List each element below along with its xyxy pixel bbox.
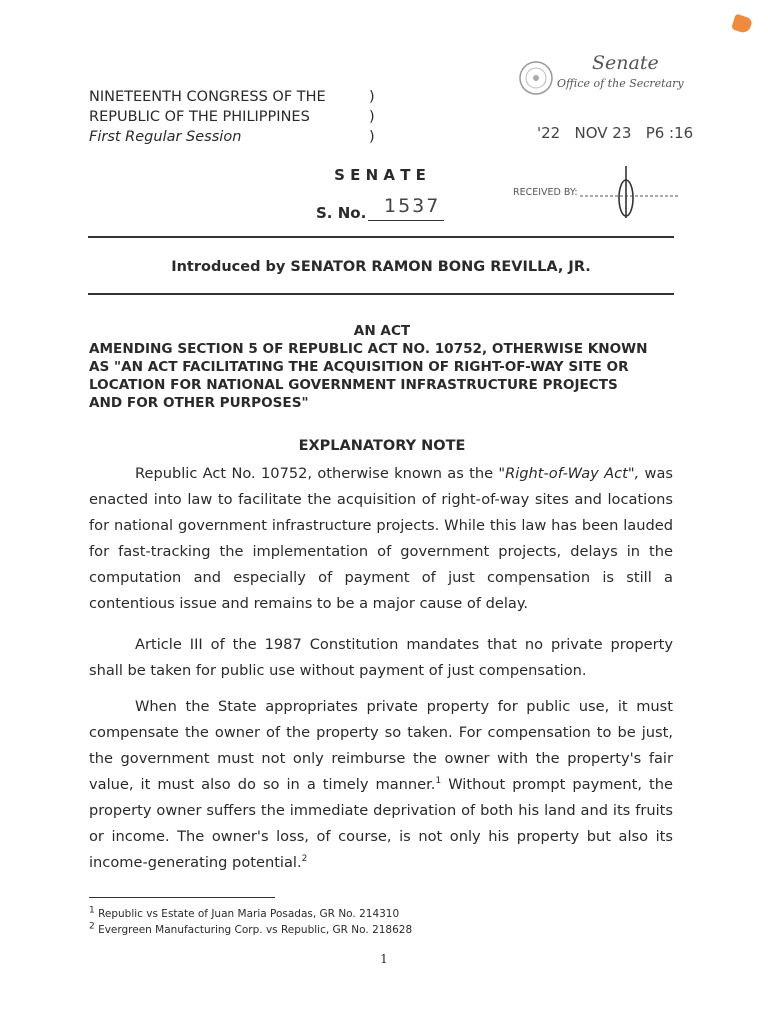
congress-header [89,87,326,147]
top-divider [88,236,674,238]
act-line-5: AND FOR OTHER PURPOSES" [89,395,309,411]
p1-text-a: Republic Act No. 10752, otherwise known as the [135,465,499,482]
footnote-ref-2: 2 [301,854,308,865]
stamp-timestamp: '22 NOV 23 P6 :16 [537,124,694,142]
footnote-divider [89,897,275,898]
introduced-by: Introduced by SENATOR RAMON BONG REVILLA, JR. [171,259,591,275]
header-parens [369,87,375,147]
act-line-3: AS "AN ACT FACILITATING THE ACQUISITION OF RIGHT-OF-WAY SITE OR [89,359,629,375]
orange-tab-marker [731,14,753,35]
session-line: First Regular Session [89,129,242,145]
stamp-office: Office of the Secretary [557,77,684,90]
stamp-senate: Senate [592,52,659,74]
second-divider [88,293,674,295]
footnote-2-number: 2 [89,921,95,932]
paren-1: ) [369,89,375,105]
page-number: 1 [380,952,388,966]
senate-seal-icon [516,58,556,98]
p2-text: Article III of the 1987 Constitution mandates that no private property shall be taken for public use without payment of just compensation. [89,636,673,679]
congress-line-1: NINETEENTH CONGRESS OF THE [89,89,326,105]
act-title-block [89,322,675,412]
footnote-ref-1: 1 [435,776,442,787]
footnote-1-number: 1 [89,905,95,916]
footnote-1-text: Republic vs Estate of Juan Maria Posadas, GR No. 214310 [94,908,400,920]
bill-label: S. No. [316,204,367,222]
paren-2: ) [369,109,375,125]
act-line-4: LOCATION FOR NATIONAL GOVERNMENT INFRASTRUCTURE PROJECTS [89,377,618,393]
footnote-2-text: Evergreen Manufacturing Corp. vs Republic, GR No. 218628 [94,924,413,936]
p1-text-b: was enacted into law to facilitate the acquisition of right-of-way sites and locations for national government infrastructure projects. While this law has been lauded for fast-tracking the implementation of government projects, delays in the computation and especially of payment of just compensation is still a contentious issue and remains to be a major cause of delay. [89,465,673,612]
paragraph-2 [89,632,673,684]
bill-number: 1537 [384,195,441,217]
senate-title: S E N A T E [334,166,426,184]
act-line-2: AMENDING SECTION 5 OF REPUBLIC ACT NO. 10752, OTHERWISE KNOWN [89,341,648,357]
paren-3: ) [369,129,375,145]
p3-text-a: When the State appropriates private property for public use, it must compensate the owner of the property so taken. For compensation to be just, the government must not only reimburse the owner with the property's fair value, it must also do so in a timely manner. [89,698,673,793]
paragraph-1 [89,461,673,617]
footnote-2 [89,922,412,938]
bill-number-underline [368,220,444,221]
congress-line-2: REPUBLIC OF THE PHILIPPINES [89,109,310,125]
paragraph-3 [89,694,673,876]
received-signature-icon [578,160,680,222]
stamp-received-by: RECEIVED BY: [513,187,578,198]
p1-italic: "Right-of-Way Act", [498,465,640,482]
p3-text-b: Without prompt payment, the property owner suffers the immediate deprivation of both his land and its fruits or income. The owner's loss, of course, is not only his property but also its income-generating potential. [89,776,673,871]
explanatory-heading: EXPLANATORY NOTE [298,438,466,454]
footnote-1 [89,906,399,922]
act-line-1: AN ACT [353,323,411,339]
